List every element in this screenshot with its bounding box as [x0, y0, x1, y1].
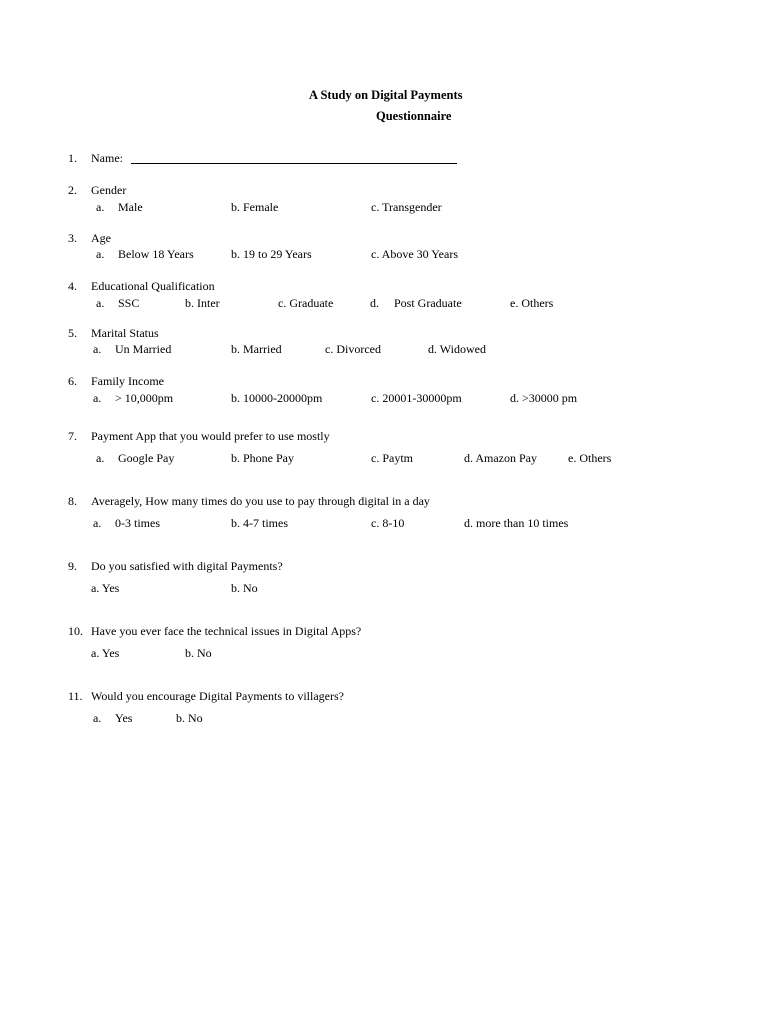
question-text: Payment App that you would prefer to use mostly — [91, 429, 330, 443]
option-income-4[interactable]: d. >30000 pm — [510, 391, 578, 405]
question-number: 2. — [68, 183, 77, 197]
question-text: Would you encourage Digital Payments to villagers? — [91, 689, 344, 703]
option-above-30[interactable]: c. Above 30 Years — [371, 247, 458, 261]
option-income-1[interactable]: > 10,000pm — [115, 391, 174, 405]
question-number: 5. — [68, 326, 77, 340]
name-blank-line[interactable] — [131, 163, 457, 164]
option-19-to-29[interactable]: b. 19 to 29 Years — [231, 247, 312, 261]
option-letter: a. — [93, 516, 102, 530]
option-0-3-times[interactable]: 0-3 times — [115, 516, 160, 530]
option-transgender[interactable]: c. Transgender — [371, 200, 442, 214]
question-text: Marital Status — [91, 326, 159, 340]
document-title: A Study on Digital Payments — [309, 88, 463, 102]
option-letter: a. — [96, 296, 105, 310]
option-post-graduate[interactable]: Post Graduate — [394, 296, 462, 310]
question-number: 9. — [68, 559, 77, 573]
option-letter: a. — [93, 342, 102, 356]
option-google-pay[interactable]: Google Pay — [118, 451, 175, 465]
option-yes[interactable]: Yes — [115, 711, 133, 725]
option-no[interactable]: b. No — [231, 581, 258, 595]
question-text: Age — [91, 231, 111, 245]
option-male[interactable]: Male — [118, 200, 143, 214]
option-no[interactable]: b. No — [185, 646, 212, 660]
question-text: Averagely, How many times do you use to pay through digital in a day — [91, 494, 430, 508]
option-letter: a. — [96, 200, 105, 214]
option-no[interactable]: b. No — [176, 711, 203, 725]
question-number: 11. — [68, 689, 83, 703]
option-widowed[interactable]: d. Widowed — [428, 342, 486, 356]
option-letter: a. — [96, 451, 105, 465]
option-paytm[interactable]: c. Paytm — [371, 451, 413, 465]
option-graduate[interactable]: c. Graduate — [278, 296, 334, 310]
question-number: 7. — [68, 429, 77, 443]
option-more-than-10[interactable]: d. more than 10 times — [464, 516, 569, 530]
question-number: 8. — [68, 494, 77, 508]
option-4-7-times[interactable]: b. 4-7 times — [231, 516, 288, 530]
option-amazon-pay[interactable]: d. Amazon Pay — [464, 451, 537, 465]
option-phone-pay[interactable]: b. Phone Pay — [231, 451, 294, 465]
question-number: 10. — [68, 624, 83, 638]
question-text: Gender — [91, 183, 127, 197]
option-yes[interactable]: a. Yes — [91, 646, 120, 660]
question-text: Name: — [91, 151, 123, 165]
question-number: 1. — [68, 151, 77, 165]
option-letter: a. — [93, 391, 102, 405]
question-number: 6. — [68, 374, 77, 388]
question-text: Have you ever face the technical issues in Digital Apps? — [91, 624, 362, 638]
option-income-3[interactable]: c. 20001-30000pm — [371, 391, 462, 405]
question-text: Do you satisfied with digital Payments? — [91, 559, 283, 573]
option-yes[interactable]: a. Yes — [91, 581, 120, 595]
option-female[interactable]: b. Female — [231, 200, 279, 214]
option-8-10[interactable]: c. 8-10 — [371, 516, 405, 530]
option-others[interactable]: e. Others — [510, 296, 554, 310]
question-number: 4. — [68, 279, 77, 293]
question-text: Family Income — [91, 374, 164, 388]
question-text: Educational Qualification — [91, 279, 215, 293]
option-others[interactable]: e. Others — [568, 451, 612, 465]
option-income-2[interactable]: b. 10000-20000pm — [231, 391, 323, 405]
option-below-18[interactable]: Below 18 Years — [118, 247, 194, 261]
question-number: 3. — [68, 231, 77, 245]
option-letter: a. — [93, 711, 102, 725]
option-married[interactable]: b. Married — [231, 342, 282, 356]
option-ssc[interactable]: SSC — [118, 296, 140, 310]
option-divorced[interactable]: c. Divorced — [325, 342, 381, 356]
option-inter[interactable]: b. Inter — [185, 296, 220, 310]
document-subtitle: Questionnaire — [376, 109, 452, 123]
option-letter: d. — [370, 296, 379, 310]
option-unmarried[interactable]: Un Married — [115, 342, 172, 356]
option-letter: a. — [96, 247, 105, 261]
